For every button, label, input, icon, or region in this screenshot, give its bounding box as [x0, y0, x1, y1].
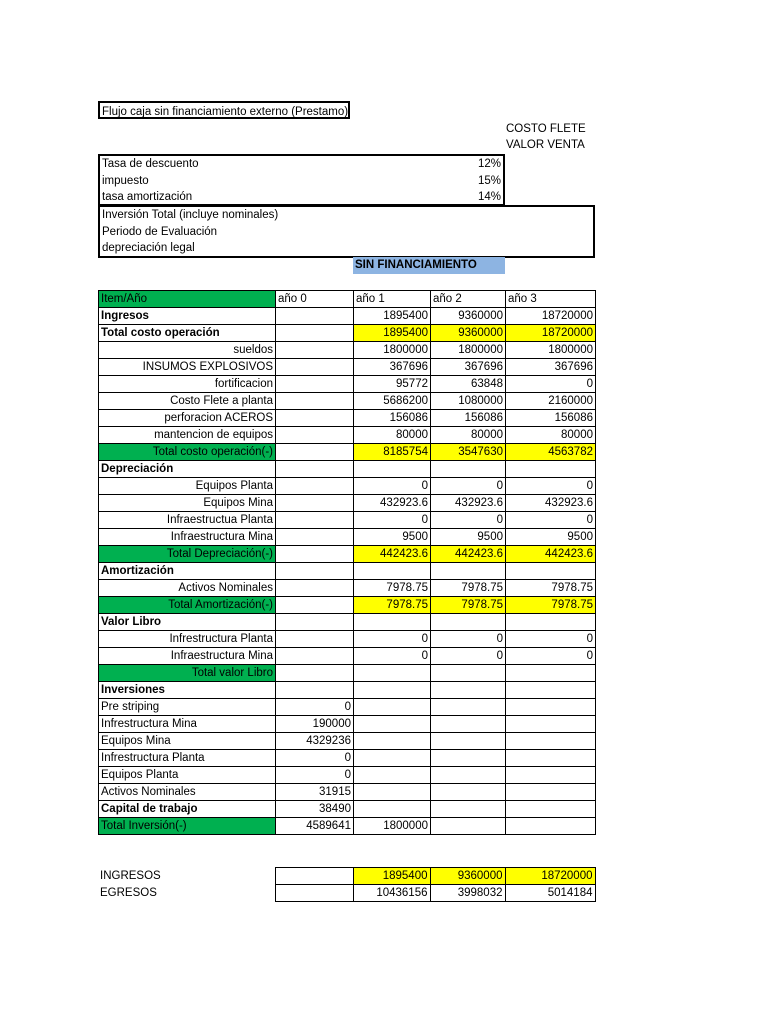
value-cell[interactable] — [431, 682, 506, 699]
value-cell[interactable] — [506, 563, 596, 580]
row-label[interactable]: Total costo operación — [99, 325, 276, 342]
table-row — [99, 444, 596, 461]
value-cell[interactable] — [506, 784, 596, 801]
value-cell[interactable]: 0 — [506, 648, 596, 665]
value-cell[interactable] — [276, 648, 354, 665]
value-cell[interactable]: 9500 — [431, 529, 506, 546]
value-cell[interactable]: 0 — [431, 648, 506, 665]
table-row — [99, 580, 596, 597]
value-cell[interactable]: 1080000 — [431, 393, 506, 410]
row-label[interactable]: Depreciación — [99, 461, 276, 478]
table-row — [99, 563, 596, 580]
value-cell[interactable]: 4329236 — [276, 733, 354, 750]
row-label[interactable]: Infrestructura Mina — [99, 716, 276, 733]
table-row — [99, 461, 596, 478]
param-label: impuesto — [102, 175, 149, 187]
value-cell[interactable]: 1800000 — [354, 818, 431, 835]
value-cell[interactable]: 432923.6 — [354, 495, 431, 512]
value-cell[interactable] — [276, 580, 354, 597]
param-value[interactable]: 15% — [477, 175, 501, 187]
row-label[interactable]: Infraestructua Planta — [99, 512, 276, 529]
value-cell[interactable]: 442423.6 — [506, 546, 596, 563]
row-label[interactable]: INSUMOS EXPLOSIVOS — [99, 359, 276, 376]
value-cell[interactable] — [354, 665, 431, 682]
summary-value-cell[interactable]: 10436156 — [353, 885, 430, 902]
table-row — [99, 597, 596, 614]
row-label[interactable]: Infraestructura Mina — [99, 529, 276, 546]
value-cell[interactable] — [431, 801, 506, 818]
row-label[interactable]: fortificacion — [99, 376, 276, 393]
table-row — [99, 750, 596, 767]
param-label: Tasa de descuento — [102, 158, 199, 170]
value-cell[interactable]: 0 — [276, 750, 354, 767]
sheet-title: Flujo caja sin financiamiento externo (Prestamo) — [98, 101, 350, 119]
table-row — [99, 308, 596, 325]
row-label[interactable]: Total Depreciación(-) — [99, 546, 276, 563]
summary-value-cell[interactable]: 3998032 — [430, 885, 505, 902]
value-cell[interactable]: 4563782 — [506, 444, 596, 461]
table-row — [99, 478, 596, 495]
value-cell[interactable]: 5686200 — [354, 393, 431, 410]
table-row — [99, 733, 596, 750]
value-cell[interactable] — [431, 716, 506, 733]
value-cell[interactable]: 4589641 — [276, 818, 354, 835]
value-cell[interactable]: 367696 — [354, 359, 431, 376]
table-row — [99, 529, 596, 546]
value-cell[interactable]: 1800000 — [431, 342, 506, 359]
value-cell[interactable]: 18720000 — [506, 325, 596, 342]
value-cell[interactable] — [276, 342, 354, 359]
table-row — [99, 546, 596, 563]
table-row — [99, 512, 596, 529]
costo-flete-label: COSTO FLETE — [506, 123, 586, 135]
value-cell[interactable] — [276, 614, 354, 631]
value-cell[interactable] — [431, 733, 506, 750]
value-cell[interactable]: 0 — [276, 699, 354, 716]
value-cell[interactable]: 156086 — [506, 410, 596, 427]
row-label[interactable]: Activos Nominales — [99, 580, 276, 597]
table-row — [99, 614, 596, 631]
value-cell[interactable]: 156086 — [431, 410, 506, 427]
table-row — [99, 648, 596, 665]
value-cell[interactable]: 156086 — [354, 410, 431, 427]
table-row — [99, 359, 596, 376]
value-cell[interactable] — [506, 733, 596, 750]
value-cell[interactable]: 7978.75 — [431, 580, 506, 597]
value-cell[interactable] — [431, 665, 506, 682]
table-row — [99, 801, 596, 818]
param-row — [102, 173, 501, 189]
value-cell[interactable] — [276, 359, 354, 376]
summary-table — [98, 867, 596, 902]
value-cell[interactable] — [431, 614, 506, 631]
table-row — [99, 376, 596, 393]
value-cell[interactable] — [431, 699, 506, 716]
row-label[interactable]: Equipos Mina — [99, 495, 276, 512]
row-label[interactable]: Equipos Planta — [99, 478, 276, 495]
value-cell[interactable]: 0 — [431, 478, 506, 495]
value-cell[interactable] — [354, 614, 431, 631]
value-cell[interactable] — [276, 529, 354, 546]
table-row — [99, 716, 596, 733]
value-cell[interactable] — [506, 767, 596, 784]
value-cell[interactable]: 0 — [354, 648, 431, 665]
value-cell[interactable]: 367696 — [431, 359, 506, 376]
value-cell[interactable]: 442423.6 — [431, 546, 506, 563]
summary-label: INGRESOS — [100, 870, 161, 882]
value-cell[interactable] — [276, 444, 354, 461]
row-label[interactable]: Total Amortización(-) — [99, 597, 276, 614]
value-cell[interactable] — [506, 682, 596, 699]
summary-row — [98, 885, 595, 902]
value-cell[interactable] — [276, 325, 354, 342]
value-cell[interactable]: 432923.6 — [506, 495, 596, 512]
value-cell[interactable]: 0 — [506, 631, 596, 648]
value-cell[interactable]: 0 — [354, 512, 431, 529]
value-cell[interactable] — [276, 563, 354, 580]
row-label[interactable]: Costo Flete a planta — [99, 393, 276, 410]
rates-box — [98, 154, 505, 206]
table-row — [99, 427, 596, 444]
value-cell[interactable] — [354, 784, 431, 801]
value-cell[interactable]: 367696 — [506, 359, 596, 376]
table-row — [99, 393, 596, 410]
row-label[interactable]: Amortización — [99, 563, 276, 580]
value-cell[interactable]: 2160000 — [506, 393, 596, 410]
value-cell[interactable] — [354, 461, 431, 478]
value-cell[interactable]: 63848 — [431, 376, 506, 393]
table-row — [99, 699, 596, 716]
value-cell[interactable]: 0 — [431, 631, 506, 648]
table-row — [99, 665, 596, 682]
row-label[interactable]: Total costo operación(-) — [99, 444, 276, 461]
value-cell[interactable]: 7978.75 — [506, 580, 596, 597]
row-label[interactable]: Valor Libro — [99, 614, 276, 631]
value-cell[interactable] — [506, 665, 596, 682]
inv-param-label: Periodo de Evaluación — [102, 226, 218, 238]
value-cell[interactable] — [276, 410, 354, 427]
column-header-year[interactable]: año 0 — [276, 291, 354, 308]
table-row — [99, 342, 596, 359]
value-cell[interactable]: 0 — [276, 767, 354, 784]
value-cell[interactable] — [431, 750, 506, 767]
value-cell[interactable] — [276, 393, 354, 410]
row-label[interactable]: mantencion de equipos — [99, 427, 276, 444]
row-label[interactable]: Ingresos — [99, 308, 276, 325]
row-label[interactable]: sueldos — [99, 342, 276, 359]
value-cell[interactable]: 0 — [506, 512, 596, 529]
summary-value-cell[interactable] — [275, 885, 353, 902]
value-cell[interactable]: 7978.75 — [506, 597, 596, 614]
value-cell[interactable]: 9500 — [354, 529, 431, 546]
value-cell[interactable] — [506, 818, 596, 835]
value-cell[interactable] — [276, 461, 354, 478]
row-label[interactable]: Infraestructura Mina — [99, 648, 276, 665]
value-cell[interactable] — [276, 308, 354, 325]
value-cell[interactable] — [506, 461, 596, 478]
value-cell[interactable] — [276, 478, 354, 495]
value-cell[interactable] — [354, 733, 431, 750]
value-cell[interactable] — [354, 699, 431, 716]
value-cell[interactable]: 0 — [431, 512, 506, 529]
param-row — [102, 156, 501, 172]
table-row — [99, 818, 596, 835]
row-label[interactable]: Activos Nominales — [99, 784, 276, 801]
value-cell[interactable] — [354, 750, 431, 767]
value-cell[interactable] — [506, 699, 596, 716]
value-cell[interactable]: 0 — [506, 478, 596, 495]
value-cell[interactable] — [431, 563, 506, 580]
table-row — [99, 495, 596, 512]
value-cell[interactable] — [276, 665, 354, 682]
value-cell[interactable] — [506, 614, 596, 631]
value-cell[interactable]: 31915 — [276, 784, 354, 801]
value-cell[interactable]: 7978.75 — [354, 597, 431, 614]
table-row — [99, 682, 596, 699]
summary-value-cell[interactable]: 1895400 — [353, 868, 430, 885]
value-cell[interactable]: 80000 — [431, 427, 506, 444]
value-cell[interactable]: 7978.75 — [431, 597, 506, 614]
row-label[interactable]: Capital de trabajo — [99, 801, 276, 818]
value-cell[interactable] — [276, 546, 354, 563]
table-row — [99, 784, 596, 801]
value-cell[interactable] — [354, 716, 431, 733]
value-cell[interactable]: 38490 — [276, 801, 354, 818]
row-label[interactable]: Total Inversión(-) — [99, 818, 276, 835]
value-cell[interactable] — [276, 631, 354, 648]
row-label[interactable]: Pre striping — [99, 699, 276, 716]
summary-value-cell[interactable] — [275, 868, 353, 885]
param-row — [102, 189, 501, 205]
value-cell[interactable]: 9360000 — [431, 325, 506, 342]
value-cell[interactable]: 432923.6 — [431, 495, 506, 512]
value-cell[interactable] — [431, 818, 506, 835]
valor-venta-label: VALOR VENTA — [506, 139, 585, 151]
inv-param-label: Inversión Total (incluye nominales) — [102, 209, 279, 221]
value-cell[interactable]: 1800000 — [506, 342, 596, 359]
value-cell[interactable]: 9360000 — [431, 308, 506, 325]
value-cell[interactable] — [276, 682, 354, 699]
value-cell[interactable] — [354, 682, 431, 699]
value-cell[interactable] — [354, 767, 431, 784]
value-cell[interactable] — [276, 427, 354, 444]
row-label[interactable]: Equipos Planta — [99, 767, 276, 784]
value-cell[interactable]: 1895400 — [354, 308, 431, 325]
value-cell[interactable] — [276, 512, 354, 529]
column-header-year[interactable]: año 3 — [506, 291, 596, 308]
value-cell[interactable]: 80000 — [506, 427, 596, 444]
value-cell[interactable] — [506, 716, 596, 733]
value-cell[interactable] — [354, 563, 431, 580]
value-cell[interactable]: 0 — [506, 376, 596, 393]
value-cell[interactable] — [354, 801, 431, 818]
param-label: tasa amortización — [102, 191, 193, 203]
row-label[interactable]: Infrestructura Planta — [99, 631, 276, 648]
value-cell[interactable] — [431, 784, 506, 801]
table-row — [99, 631, 596, 648]
table-row — [99, 767, 596, 784]
summary-value-cell[interactable]: 18720000 — [505, 868, 595, 885]
value-cell[interactable] — [276, 376, 354, 393]
summary-row — [98, 868, 595, 885]
row-label[interactable]: Equipos Mina — [99, 733, 276, 750]
section-header: SIN FINANCIAMIENTO — [353, 257, 505, 274]
value-cell[interactable]: 95772 — [354, 376, 431, 393]
table-row — [99, 325, 596, 342]
header-row — [99, 291, 596, 308]
cash-flow-table — [98, 290, 596, 835]
row-label[interactable]: Inversiones — [99, 682, 276, 699]
column-header-year[interactable]: año 1 — [354, 291, 431, 308]
value-cell[interactable]: 0 — [354, 478, 431, 495]
value-cell[interactable] — [276, 495, 354, 512]
table-row — [99, 410, 596, 427]
row-label[interactable]: Total valor Libro — [99, 665, 276, 682]
param-value[interactable]: 14% — [477, 191, 501, 203]
param-value[interactable]: 12% — [477, 158, 501, 170]
summary-value-cell[interactable]: 9360000 — [430, 868, 505, 885]
value-cell[interactable]: 190000 — [276, 716, 354, 733]
value-cell[interactable]: 8185754 — [354, 444, 431, 461]
value-cell[interactable]: 9500 — [506, 529, 596, 546]
value-cell[interactable] — [431, 767, 506, 784]
summary-label: EGRESOS — [100, 887, 157, 899]
row-label[interactable]: perforacion ACEROS — [99, 410, 276, 427]
value-cell[interactable]: 18720000 — [506, 308, 596, 325]
value-cell[interactable] — [431, 461, 506, 478]
column-header-item[interactable]: Item/Año — [99, 291, 276, 308]
value-cell[interactable]: 1800000 — [354, 342, 431, 359]
row-label[interactable]: Infrestructura Planta — [99, 750, 276, 767]
value-cell[interactable]: 3547630 — [431, 444, 506, 461]
inv-param-label: depreciación legal — [102, 242, 195, 254]
value-cell[interactable]: 7978.75 — [354, 580, 431, 597]
value-cell[interactable]: 0 — [354, 631, 431, 648]
investment-params-box — [98, 205, 595, 258]
column-header-year[interactable]: año 2 — [431, 291, 506, 308]
value-cell[interactable] — [276, 597, 354, 614]
value-cell[interactable]: 80000 — [354, 427, 431, 444]
value-cell[interactable] — [506, 750, 596, 767]
value-cell[interactable] — [506, 801, 596, 818]
value-cell[interactable]: 442423.6 — [354, 546, 431, 563]
summary-value-cell[interactable]: 5014184 — [505, 885, 595, 902]
value-cell[interactable]: 1895400 — [354, 325, 431, 342]
